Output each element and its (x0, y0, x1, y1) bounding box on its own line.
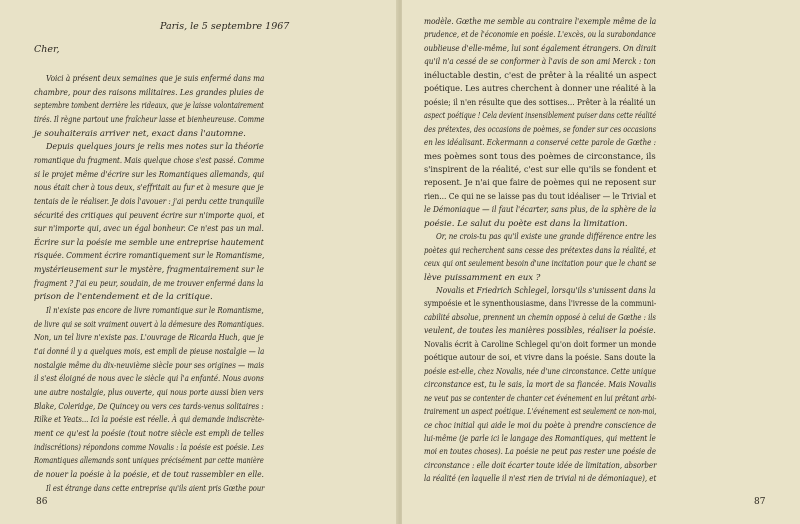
text-line: des prétextes, des occasions de poèmes, se fonder sur ces occasions (424, 124, 657, 135)
dateline: Paris, le 5 septembre 1967 (160, 21, 290, 32)
text-line: inéluctable destin, c'est de prêter à la réalité un aspect (424, 70, 657, 81)
text-line: cabilité absolue, prennent un chemin opposé à celui de Gœthe : ils (424, 312, 656, 323)
text-line: risquée. Comment écrire romantiquement sur le Romantisme, (34, 251, 265, 262)
text-line: de livre qui se soit vraiment ouvert à la démesure des Romantiques. (34, 319, 264, 330)
text-line: poétique autour de soi, et vivre dans la poésie. Sans doute la (424, 353, 656, 364)
text-line: poétique. Les autres cherchent à donner une réalité à la (424, 84, 657, 95)
text-line: s'inspirent de la réalité, c'est sur elle qu'ils se fondent et (424, 164, 657, 175)
text-line: ne veut pas se contenter de chanter cet événement en lui prêtant arbi- (424, 393, 657, 404)
text-line: t'ai donné il y a quelques mois, est empli de pieuse nostalgie — la (34, 347, 265, 357)
text-line: ce choc initial qui aide le moi du poète à prendre conscience de (424, 420, 657, 431)
text-line: indiscrétions) répondons comme Novalis : la poésie est poésie. Les (34, 442, 264, 453)
text-line: Rilke et Yeats... Ici la poésie est réelle. À qui demande indiscrète- (34, 415, 265, 426)
text-line: mystérieusement sur le mystère, fragmentairement sur le (34, 265, 264, 276)
page-number-left: 86 (36, 497, 48, 507)
left-page (0, 0, 398, 524)
text-line: Voici à présent deux semaines que je suis enfermé dans ma (46, 74, 265, 84)
text-line: Non, un tel livre n'existe pas. L'ouvrage de Ricarda Huch, que je (34, 333, 264, 344)
text-line: poésie est-elle, chez Novalis, née d'une circonstance. Cette unique (424, 366, 656, 377)
text-line: sympoésie et le synenthousiasme, dans l'ivresse de la communi- (424, 299, 657, 310)
text-line: il s'est éloigné de nous avec le siècle qui l'a enfanté. Nous avons (34, 374, 264, 385)
text-line: Il est étrange dans cette entreprise qu'ils aient pris Gœthe pour (46, 483, 265, 494)
text-line: Écrire sur la poésie me semble une entreprise hautement (34, 237, 264, 248)
right-page (402, 0, 800, 524)
text-line: nous était cher à tous deux, s'effritait au fur et à mesure que je (34, 183, 264, 194)
text-line: modèle. Gœthe me semble au contraire l'exemple même de la (424, 17, 657, 27)
text-line: Novalis et Friedrich Schlegel, lorsqu'ils s'unissent dans la (436, 286, 656, 296)
text-line: fragment ? J'ai eu peur, soudain, de me trouver enfermé dans la (34, 278, 264, 289)
text-line: Il n'existe pas encore de livre romantique sur le Romantisme, (46, 306, 264, 317)
text-line: lève puissamment en eux ? (424, 272, 541, 283)
text-line: le Démoniaque — il faut l'écarter, sans plus, de la sphère de la (424, 205, 657, 216)
text-line: mes poèmes sont tous des poèmes de circonstance, ils (424, 151, 656, 162)
text-line: circonstance est, tu le sais, la mort de sa fiancée. Mais Novalis (424, 380, 657, 391)
text-line: reposent. Je n'ai que faire de poèmes qui ne reposent sur (424, 178, 656, 189)
text-line: Romantiques allemands sont uniques précisément par cette manière (34, 456, 264, 467)
text-line: en les idéalisant. Eckermann a conservé cette parole de Gœthe : (424, 138, 656, 149)
text-line: circonstance : elle doit écarter toute idée de limitation, absorber (424, 460, 657, 471)
text-line: moi en toutes choses). La poésie ne peut pas rester une poésie de (424, 447, 656, 458)
text-line: Or, ne crois-tu pas qu'il existe une grande différence entre les (436, 232, 657, 243)
text-line: je souhaiterais arriver net, exact dans l'automne. (34, 128, 246, 139)
text-line: septembre tombent derrière les rideaux, que je laisse volontairement (34, 101, 264, 112)
text-line: tentais de le réaliser. Je dois l'avouer : j'ai perdu cette tranquille (34, 196, 265, 207)
text-line: sur n'importe qui, avec un égal bonheur. Ce n'est pas un mal. (34, 224, 264, 235)
text-line: nostalgie même du dix-neuvième siècle pour ses origines — mais (34, 360, 265, 371)
text-line: ment ce qu'est la poésie (tout notre siècle est empli de telles (34, 428, 264, 439)
text-line: poésie. Le salut du poète est dans la limitation. (424, 218, 628, 229)
text-line: oublieuse d'elle-même, lui sont également étrangers. On dirait (424, 43, 657, 54)
text-line: trairement un aspect poétique. L'événement est seulement ce non-moi, (424, 407, 657, 418)
salutation: Cher, (34, 44, 60, 55)
text-line: de nouer la poésie à la poésie, et de tout rassembler en elle. (34, 469, 264, 480)
text-line: Novalis écrit à Caroline Schlegel qu'on doit former un monde (424, 339, 657, 350)
text-line: lui-même (je parle ici le langage des Romantiques, qui mettent le (424, 433, 656, 444)
text-line: veulent, de toutes les manières possibles, réaliser la poésie. (424, 326, 656, 337)
text-line: chambre, pour des raisons militaires. Les grandes pluies de (34, 87, 264, 98)
text-line: Blake, Coleridge, De Quincey ou vers ces tards-venus solitaires : (34, 401, 264, 412)
text-line: rien... Ce qui ne se laisse pas du tout idéaliser — le Trivial et (424, 191, 657, 202)
text-line: ceux qui ont seulement besoin d'une incitation pour que le chant se (424, 259, 657, 270)
text-line: la réalité (en laquelle il n'est rien de trivial ni de démoniaque), et (424, 474, 657, 485)
text-line: si le projet même d'écrire sur les Romantiques allemands, qui (34, 169, 265, 180)
text-line: aspect poétique ! Cela devient insensiblement puiser dans cette réalité (424, 111, 657, 122)
text-line: tirés. Il règne partout une fraîcheur lasse et bienheureuse. Comme (34, 114, 265, 125)
text-line: sécurité des critiques qui peuvent écrire sur n'importe quoi, et (34, 210, 265, 221)
text-line: prudence, et de l'économie en poésie. L'excès, ou la surabondance (424, 30, 656, 41)
page-number-right: 87 (754, 497, 766, 507)
text-line: Depuis quelques jours je relis mes notes sur la théorie (46, 142, 264, 153)
text-line: poésie; il n'en résulte que des sottises... Prêter à la réalité un (424, 97, 656, 108)
text-line: romantique du fragment. Mais quelque chose s'est passé. Comme (34, 155, 265, 166)
text-line: prison de l'entendement et de la critique. (34, 292, 213, 303)
text-line: qu'il n'a cessé de se conformer à l'avis de son ami Merck : ton (424, 57, 656, 68)
text-line: une autre nostalgie, plus ouverte, qui nous porte aussi bien vers (34, 387, 264, 398)
text-line: poètes qui recherchent sans cesse des prétextes dans la réalité, et (424, 245, 656, 256)
